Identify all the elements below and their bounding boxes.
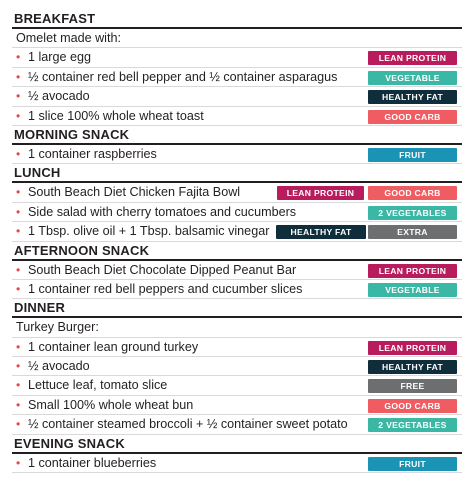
badge-good-carb: GOOD CARB xyxy=(368,399,457,413)
list-item xyxy=(12,87,462,106)
list-item xyxy=(12,203,462,222)
item-text: 1 Tbsp. olive oil + 1 Tbsp. balsamic vinegar xyxy=(28,224,270,239)
item-text: ½ avocado xyxy=(28,359,90,374)
item-text: ½ avocado xyxy=(28,89,90,104)
badge-healthy-fat: HEALTHY FAT xyxy=(368,360,457,374)
section-title-lunch: LUNCH xyxy=(12,164,462,183)
badge-fruit: FRUIT xyxy=(368,148,457,162)
badge-good-carb: GOOD CARB xyxy=(368,110,457,124)
bullet-icon: • xyxy=(16,417,21,432)
list-item xyxy=(12,222,462,241)
bullet-icon: • xyxy=(16,146,21,161)
section-title-dinner: DINNER xyxy=(12,299,462,318)
bullet-icon: • xyxy=(16,185,21,200)
item-text: ½ container red bell pepper and ½ container asparagus xyxy=(28,69,338,84)
badge-free: FREE xyxy=(368,379,457,393)
badge-lean-protein: LEAN PROTEIN xyxy=(368,51,457,65)
bullet-icon: • xyxy=(16,69,21,84)
bullet-icon: • xyxy=(16,339,21,354)
section-title-morning-snack: MORNING SNACK xyxy=(12,126,462,145)
badge-extra: EXTRA xyxy=(368,225,457,239)
list-item xyxy=(12,357,462,376)
badge-lean-protein: LEAN PROTEIN xyxy=(277,186,364,200)
item-text: Lettuce leaf, tomato slice xyxy=(28,378,168,393)
bullet-icon: • xyxy=(16,262,21,277)
item-text: 1 container blueberries xyxy=(28,455,157,470)
badge-healthy-fat: HEALTHY FAT xyxy=(276,225,366,239)
list-item xyxy=(12,183,462,202)
badge-fruit: FRUIT xyxy=(368,457,457,471)
list-item xyxy=(12,280,462,299)
badge-2-vegetables: 2 VEGETABLES xyxy=(368,206,457,220)
bullet-icon: • xyxy=(16,89,21,104)
list-item xyxy=(12,338,462,357)
meal-plan xyxy=(12,10,462,473)
item-text: 1 large egg xyxy=(28,50,92,65)
badge-good-carb: GOOD CARB xyxy=(368,186,457,200)
badge-healthy-fat: HEALTHY FAT xyxy=(368,90,457,104)
list-item xyxy=(12,107,462,126)
item-text: ½ container steamed broccoli + ½ container sweet potato xyxy=(28,417,348,432)
item-text: Side salad with cherry tomatoes and cucumbers xyxy=(28,204,297,219)
bullet-icon: • xyxy=(16,378,21,393)
badge-2-vegetables: 2 VEGETABLES xyxy=(368,418,457,432)
item-text: South Beach Diet Chicken Fajita Bowl xyxy=(28,185,241,200)
meal-intro-dinner: Turkey Burger: xyxy=(12,318,462,337)
bullet-icon: • xyxy=(16,397,21,412)
item-text: 1 container raspberries xyxy=(28,146,157,161)
bullet-icon: • xyxy=(16,50,21,65)
item-text: 1 container red bell peppers and cucumber slices xyxy=(28,281,303,296)
section-title-breakfast: BREAKFAST xyxy=(12,10,462,29)
list-item xyxy=(12,145,462,164)
badge-vegetable: VEGETABLE xyxy=(368,283,457,297)
bullet-icon: • xyxy=(16,455,21,470)
meal-intro-breakfast: Omelet made with: xyxy=(12,29,462,48)
list-item xyxy=(12,68,462,87)
item-text: 1 slice 100% whole wheat toast xyxy=(28,108,204,123)
list-item xyxy=(12,261,462,280)
item-text: South Beach Diet Chocolate Dipped Peanut Bar xyxy=(28,262,297,277)
bullet-icon: • xyxy=(16,359,21,374)
section-title-evening-snack: EVENING SNACK xyxy=(12,435,462,454)
bullet-icon: • xyxy=(16,108,21,123)
item-text: 1 container lean ground turkey xyxy=(28,339,199,354)
badge-lean-protein: LEAN PROTEIN xyxy=(368,341,457,355)
badge-lean-protein: LEAN PROTEIN xyxy=(368,264,457,278)
list-item xyxy=(12,48,462,67)
bullet-icon: • xyxy=(16,204,21,219)
list-item xyxy=(12,396,462,415)
badge-vegetable: VEGETABLE xyxy=(368,71,457,85)
list-item xyxy=(12,415,462,434)
section-title-afternoon-snack: AFTERNOON SNACK xyxy=(12,242,462,261)
bullet-icon: • xyxy=(16,224,21,239)
item-text: Small 100% whole wheat bun xyxy=(28,397,194,412)
bullet-icon: • xyxy=(16,281,21,296)
list-item xyxy=(12,454,462,473)
list-item xyxy=(12,376,462,395)
